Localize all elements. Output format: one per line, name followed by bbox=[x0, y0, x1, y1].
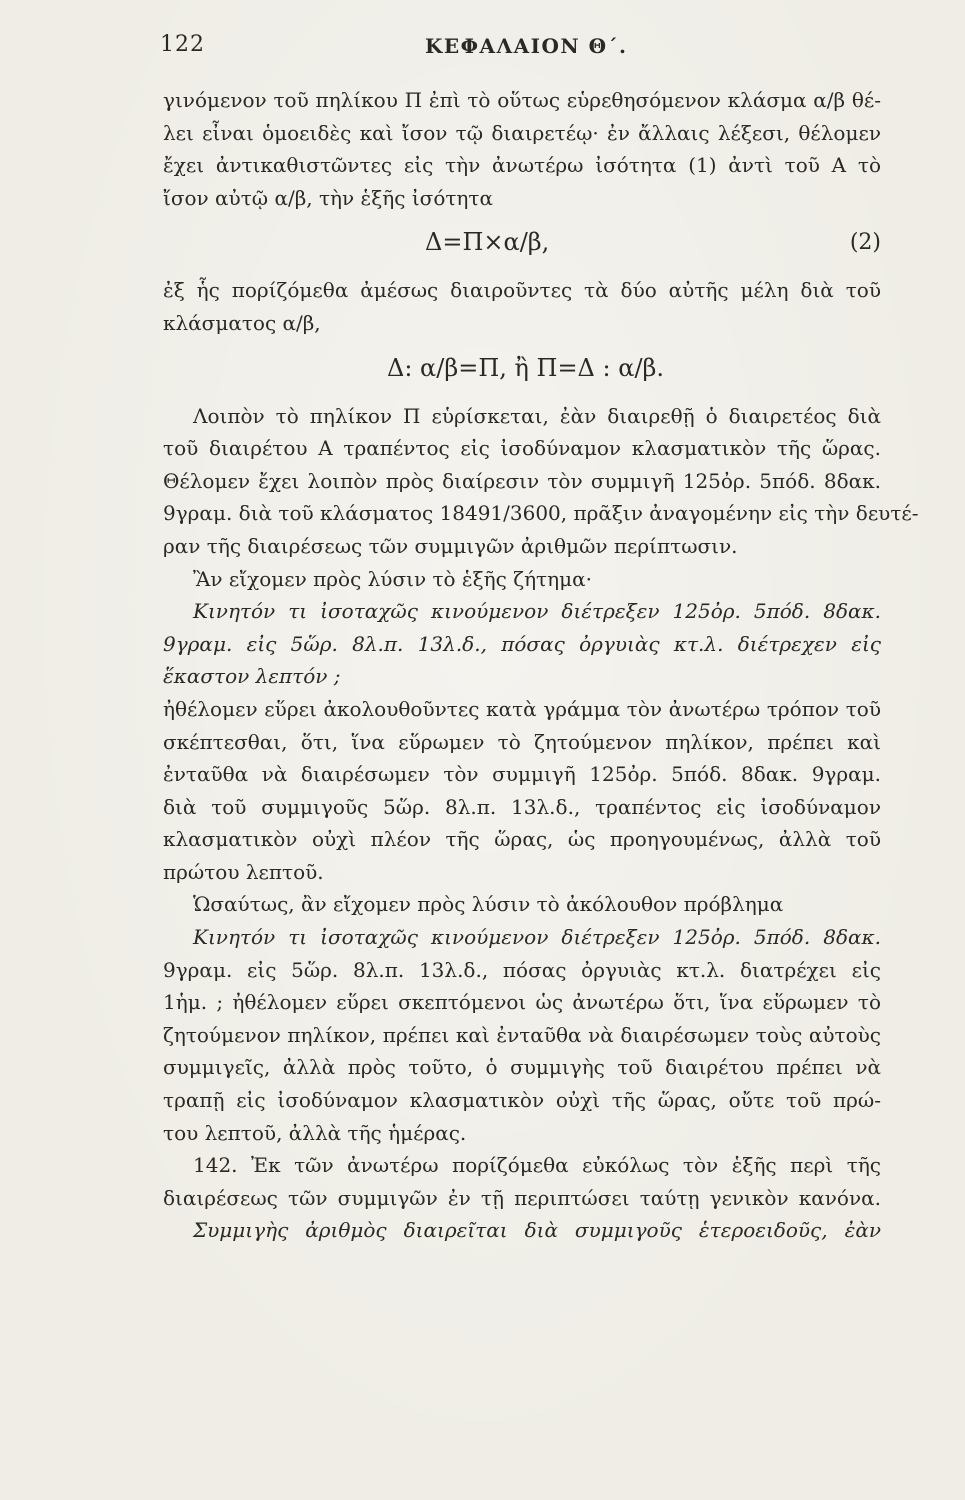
text-line: ἐξ ἧς πορίζόμεθα ἀμέσως διαιροῦντες τὰ δύο αὐτῆς μέλη διὰ τοῦ bbox=[163, 278, 881, 303]
text-line: λει εἶναι ὁμοειδὲς καὶ ἴσον τῷ διαιρετέῳ· ἐν ἄλλαις λέξεσι, θέλομεν bbox=[163, 120, 881, 145]
text-line: διὰ τοῦ συμμιγοῦς 5ὥρ. 8λ.π. 13λ.δ., τραπέντος εἰς ἰσοδύναμον bbox=[163, 794, 881, 819]
text-line: τραπῇ εἰς ἰσοδύναμον κλασματικὸν οὐχὶ τῆς ὥρας, οὔτε τοῦ πρώ- bbox=[163, 1088, 881, 1113]
page-body bbox=[163, 84, 919, 1247]
text-line: σκέπτεσθαι, ὅτι, ἵνα εὕρωμεν τὸ ζητούμενον πηλίκον, πρέπει καὶ bbox=[163, 729, 881, 754]
text-line: κλασματικὸν οὐχὶ πλέον τῆς ὥρας, ὡς προηγουμένως, ἀλλὰ τοῦ bbox=[163, 827, 881, 852]
text-line: Θέλομεν ἔχει λοιπὸν πρὸς διαίρεσιν τὸν συμμιγῆ 125ὀρ. 5πόδ. 8δακ. bbox=[163, 468, 881, 493]
problem-line: ἕκαστον λεπτόν ; bbox=[163, 664, 341, 689]
text-line: 9γραμ. εἰς 5ὥρ. 8λ.π. 13λ.δ., πόσας ὀργυιὰς κτ.λ. διατρέχει εἰς bbox=[163, 957, 881, 982]
text-line: 1ἡμ. ; ἠθέλομεν εὕρει σκεπτόμενοι ὡς ἀνωτέρω ὅτι, ἵνα εὕρωμεν τὸ bbox=[163, 990, 881, 1015]
text-line: ἴσον αὐτῷ α/β, τὴν ἑξῆς ἰσότητα bbox=[163, 185, 493, 210]
text-line: ἠθέλομεν εὕρει ἀκολουθοῦντες κατὰ γράμμα τὸν ἀνωτέρω τρόπον τοῦ bbox=[163, 696, 881, 721]
text-line: γινόμενον τοῦ πηλίκου Π ἐπὶ τὸ οὕτως εὑρεθησόμενον κλάσμα α/β θέ- bbox=[163, 88, 881, 112]
text-line: διαιρέσεως τῶν συμμιγῶν ἐν τῇ περιπτώσει ταύτῃ γενικὸν κανόνα. bbox=[163, 1185, 881, 1210]
running-title: ΚΕΦΑΛΑΙΟΝ Θ΄. bbox=[425, 34, 628, 58]
problem-line: Κινητόν τι ἰσοταχῶς κινούμενον διέτρεξεν 125ὀρ. 5πόδ. 8δακ. bbox=[193, 599, 881, 624]
text-line: του λεπτοῦ, ἀλλὰ τῆς ἡμέρας. bbox=[163, 1120, 467, 1145]
text-line: τοῦ διαιρέτου Α τραπέντος εἰς ἰσοδύναμον κλασματικὸν τῆς ὥρας. bbox=[163, 436, 881, 461]
text-line: Λοιπὸν τὸ πηλίκον Π εὑρίσκεται, ἐὰν διαιρεθῇ ὁ διαιρετέος διὰ bbox=[193, 403, 881, 428]
equation-expression: Δ=Π×α/β, bbox=[425, 228, 550, 257]
text-line: Ὡσαύτως, ἂν εἴχομεν πρὸς λύσιν τὸ ἀκόλουθον πρόβλημα bbox=[193, 892, 784, 917]
text-line: συμμιγεῖς, ἀλλὰ πρὸς τοῦτο, ὁ συμμιγὴς τοῦ διαιρέτου πρέπει νὰ bbox=[163, 1055, 881, 1080]
text-line: Ἂν εἴχομεν πρὸς λύσιν τὸ ἑξῆς ζήτημα· bbox=[193, 566, 592, 591]
equation-number: (2) bbox=[849, 230, 881, 256]
section-142-line: 142. Ἐκ τῶν ἀνωτέρω πορίζόμεθα εὐκόλως τὸν ἑξῆς περὶ τῆς bbox=[193, 1153, 881, 1178]
text-line: 9γραμ. διὰ τοῦ κλάσματος 18491/3600, πρᾶξιν ἀναγομένην εἰς τὴν δευτέ- bbox=[163, 501, 919, 526]
page-number: 122 bbox=[160, 32, 205, 57]
equation-derived bbox=[163, 340, 881, 400]
problem-line: Κινητόν τι ἰσοταχῶς κινούμενον διέτρεξεν 125ὀρ. 5πόδ. 8δακ. bbox=[193, 925, 881, 950]
text-line: ἐνταῦθα νὰ διαιρέσωμεν τὸν συμμιγῆ 125ὀρ. 5πόδ. 8δακ. 9γραμ. bbox=[163, 762, 881, 787]
text-line: ραν τῆς διαιρέσεως τῶν συμμιγῶν ἀριθμῶν περίπτωσιν. bbox=[163, 533, 738, 558]
problem-line: 9γραμ. εἰς 5ὥρ. 8λ.π. 13λ.δ., πόσας ὀργυιὰς κτ.λ. διέτρεχεν εἰς bbox=[163, 631, 881, 656]
text-line: ἔχει ἀντικαθιστῶντες εἰς τὴν ἀνωτέρω ἰσότητα (1) ἀντὶ τοῦ Α τὸ bbox=[163, 153, 881, 178]
equation-2 bbox=[163, 214, 881, 274]
equation-expression: Δ: α/β=Π, ἢ Π=Δ : α/β. bbox=[387, 353, 665, 382]
text-line: πρώτου λεπτοῦ. bbox=[163, 859, 324, 884]
text-line: ζητούμενον πηλίκον, πρέπει καὶ ἐνταῦθα νὰ διαιρέσωμεν τοὺς αὐτοὺς bbox=[163, 1022, 881, 1047]
text-line: κλάσματος α/β, bbox=[163, 310, 321, 335]
rule-line: Συμμιγὴς ἀριθμὸς διαιρεῖται διὰ συμμιγοῦς ἑτεροειδοῦς, ἐὰν bbox=[193, 1218, 881, 1243]
page-header bbox=[160, 32, 880, 62]
